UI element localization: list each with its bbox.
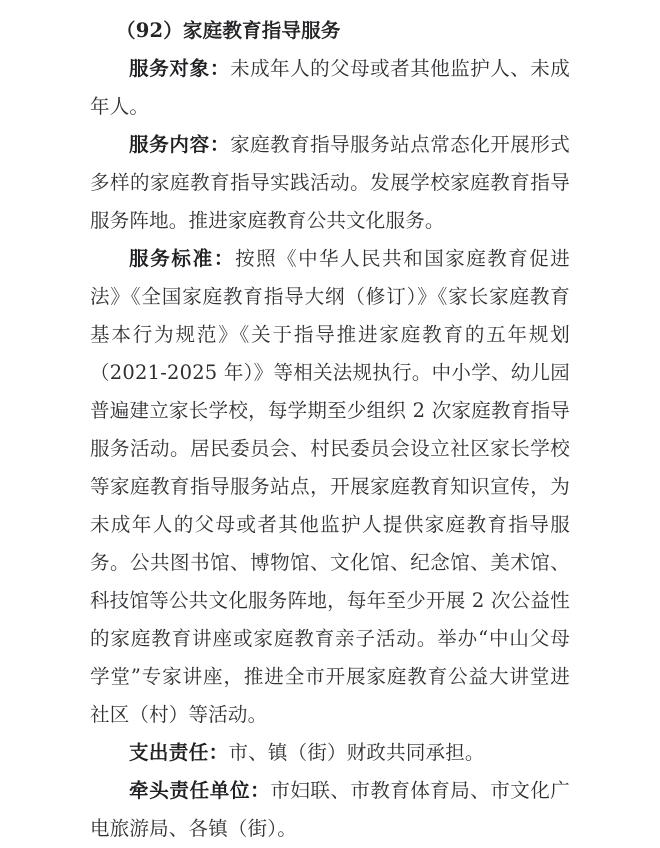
section-heading [90,12,570,50]
section-heading-text: （92）家庭教育指导服务 [116,19,341,42]
paragraph-service-standard [90,240,570,734]
label-lead-unit: 牵头责任单位： [129,779,271,802]
text-service-content: 家庭教育指导服务站点常态化开展形式多样的家庭教育指导实践活动。发展学校家庭教育指导服务阵地。推进家庭教育公共文化服务。 [90,133,570,232]
text-expenditure-responsibility: 市、镇（街）财政共同承担。 [228,741,485,764]
paragraph-service-content [90,126,570,240]
text-service-audience: 未成年人的父母或者其他监护人、未成年人。 [90,57,570,118]
paragraph-lead-unit [90,772,570,848]
text-lead-unit: 市妇联、市教育体育局、市文化广电旅游局、各镇（街）。 [90,779,570,840]
text-service-standard: 按照《中华人民共和国家庭教育促进法》《全国家庭教育指导大纲（修订）》《家长家庭教育基本行为规范》《关于指导推进家庭教育的五年规划（2021-2025 年）》等相关法规执行。中小学、幼儿园普遍建立家长学校，每学期至少组织 2 次家庭教育指导服务活动。居民委员会、村民委员会设立社区家长学校等家庭教育指导服务站点，开展家庭教育知识宣传，为未成年人的父母或者其他监护人提供家庭教育指导服务。公共图书馆、博物馆、文化馆、纪念馆、美术馆、科技馆等公共文化服务阵地，每年至少开展 2 次公益性的家庭教育讲座或家庭教育亲子活动。举办“中山父母学堂”专家讲座，推进全市开展家庭教育公益大讲堂进社区（村）等活动。 [90,247,570,726]
paragraph-expenditure-responsibility [90,734,570,772]
document-body [90,12,570,848]
label-expenditure-responsibility: 支出责任： [129,741,229,764]
label-service-audience: 服务对象： [129,57,231,80]
label-service-standard: 服务标准： [129,247,236,270]
paragraph-service-audience [90,50,570,126]
label-service-content: 服务内容： [129,133,231,156]
